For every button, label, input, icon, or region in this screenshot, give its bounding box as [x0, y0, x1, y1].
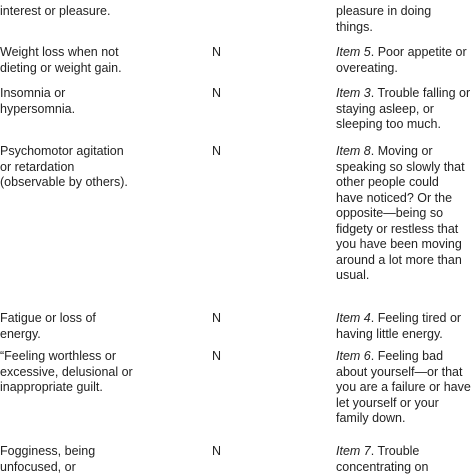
phq-item-text: pleasure in doing things.	[336, 4, 432, 34]
criterion-cell: Weight loss when not dieting or weight gain.	[0, 45, 122, 75]
flag-cell: N	[212, 311, 222, 325]
phq-item-ref: Item 5	[336, 45, 371, 59]
phq-item-cell	[336, 144, 474, 284]
criterion-cell: “Feeling worthless or excessive, delusional or inappropriate guilt.	[0, 349, 133, 394]
phq-item-cell	[336, 86, 474, 133]
phq-item-ref: Item 3	[336, 86, 371, 100]
flag-cell: N	[212, 444, 222, 458]
criterion-cell: Insomnia or hypersomnia.	[0, 86, 76, 116]
phq-item-ref: Item 8	[336, 144, 371, 158]
phq-item-text: . Feeling bad about yourself—or that you are a failure or have let yourself or your family down.	[336, 349, 471, 425]
phq-item-ref: Item 6	[336, 349, 371, 363]
criterion-cell: Fatigue or loss of energy.	[0, 311, 96, 341]
phq-item-ref: Item 4	[336, 311, 371, 325]
flag-cell: N	[212, 144, 222, 158]
flag-cell: N	[212, 349, 222, 363]
flag-cell: N	[212, 86, 222, 100]
phq-item-text: . Trouble concentrating on	[336, 444, 429, 474]
flag-cell: N	[212, 45, 222, 59]
phq-item-cell	[336, 311, 474, 342]
phq-item-cell	[336, 4, 474, 35]
phq-item-text: . Feeling tired or having little energy.	[336, 311, 462, 341]
phq-item-text: . Poor appetite or overeating.	[336, 45, 467, 75]
phq-item-cell	[336, 349, 474, 427]
criterion-cell: Psychomotor agitation or retardation (observable by others).	[0, 144, 128, 189]
criterion-cell: interest or pleasure.	[0, 4, 111, 18]
phq-item-text: . Moving or speaking so slowly that other people could have noticed? Or the opposite—being so fidgety or restless that you have been moving around a lot more than usual.	[336, 144, 465, 282]
phq-item-cell	[336, 45, 474, 76]
phq-item-cell	[336, 444, 474, 474]
phq-item-ref: Item 7	[336, 444, 371, 458]
criterion-cell: Fogginess, being unfocused, or	[0, 444, 96, 474]
phq-item-text: . Trouble falling or staying asleep, or sleeping too much.	[336, 86, 471, 131]
